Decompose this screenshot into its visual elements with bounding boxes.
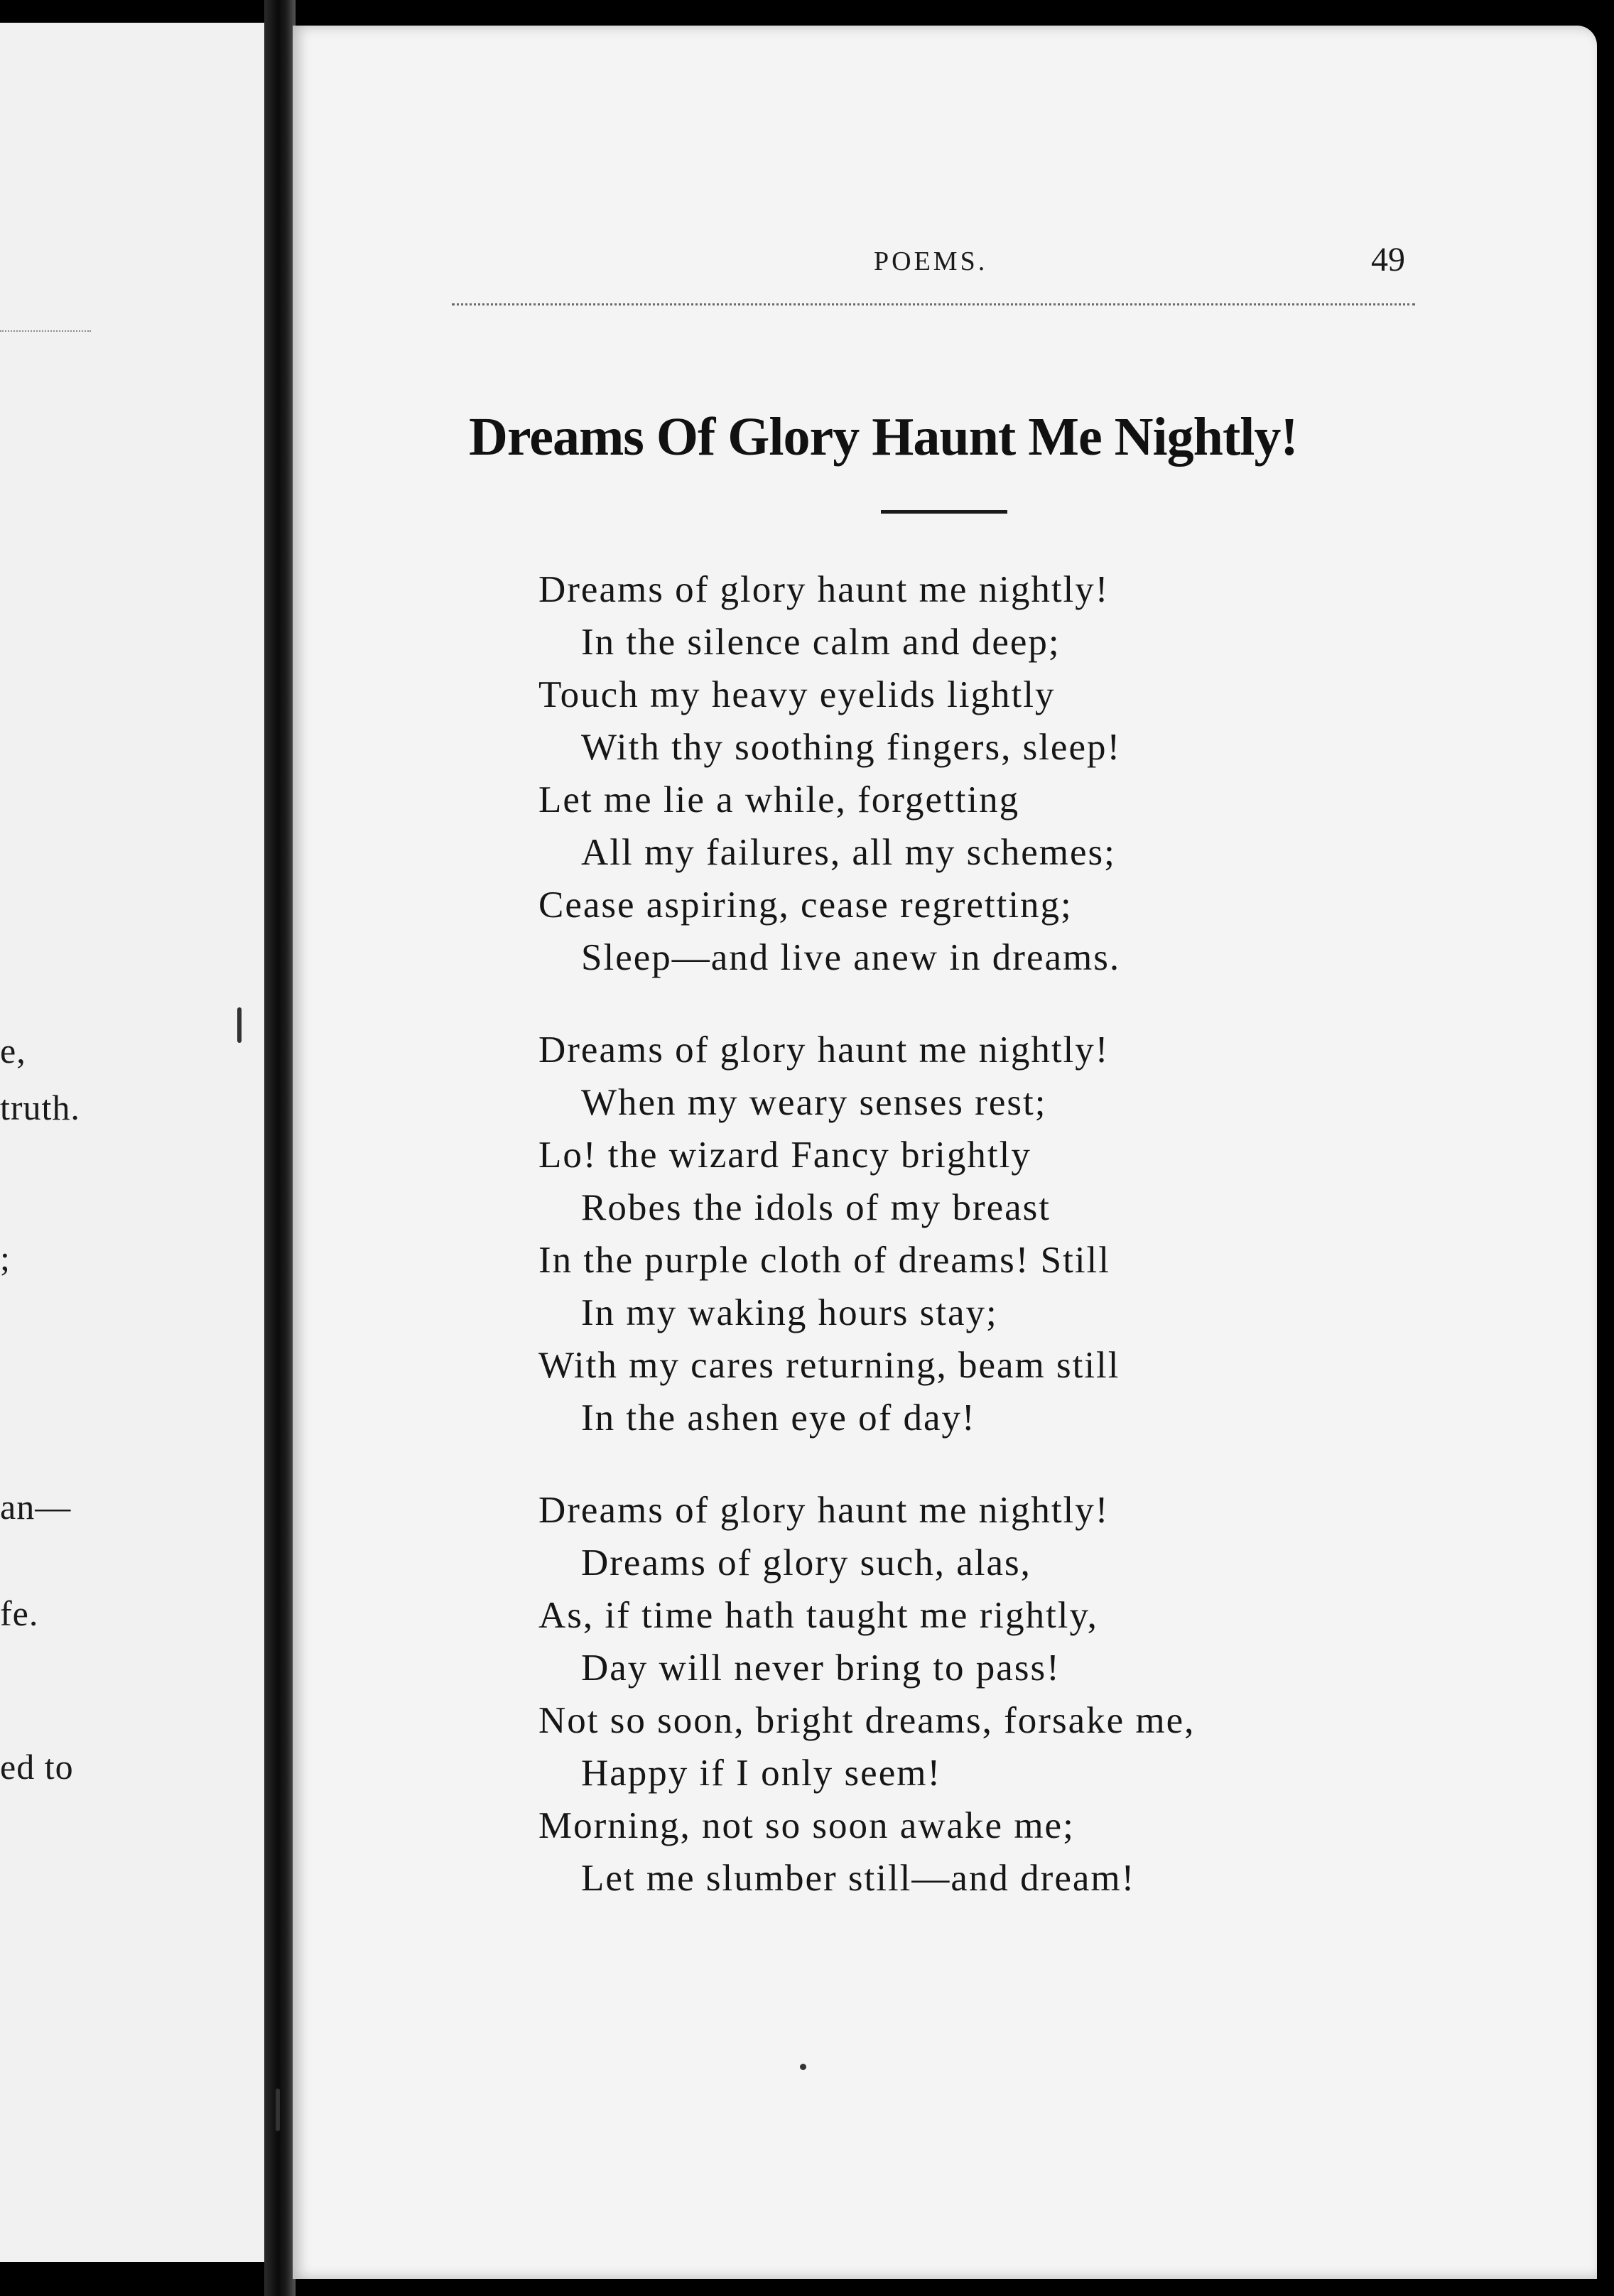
- poem-line: Lo! the wizard Fancy brightly: [538, 1135, 1031, 1176]
- stanza: [538, 563, 1434, 984]
- poem-line: In the purple cloth of dreams! Still: [538, 1240, 1110, 1281]
- binding-thread-mark: [276, 2089, 280, 2131]
- poem-line: Let me lie a while, forgetting: [538, 779, 1020, 821]
- stanza-break: [538, 984, 1434, 1024]
- page-number: 49: [1371, 241, 1405, 278]
- stanza-break: [538, 1444, 1434, 1484]
- poem-line: Dreams of glory haunt me nightly!: [538, 1029, 1110, 1071]
- poem-line: Morning, not so soon awake me;: [538, 1805, 1075, 1846]
- poem-line: Robes the idols of my breast: [581, 1187, 1051, 1228]
- poem-body: [538, 563, 1434, 1905]
- poem-line: Sleep—and live anew in dreams.: [581, 937, 1121, 978]
- book-gutter: [264, 0, 296, 2296]
- poem-line: In the ashen eye of day!: [581, 1397, 976, 1439]
- poem-line: Day will never bring to pass!: [581, 1647, 1061, 1689]
- left-page-fragment: e,: [0, 1031, 26, 1071]
- poem-line: As, if time hath taught me rightly,: [538, 1595, 1098, 1636]
- poem-line: Dreams of glory such, alas,: [581, 1542, 1031, 1583]
- poem-line: In the silence calm and deep;: [581, 622, 1061, 663]
- poem-line: When my weary senses rest;: [581, 1082, 1047, 1123]
- left-page-fragment: ed to: [0, 1747, 74, 1787]
- poem-line: Dreams of glory haunt me nightly!: [538, 569, 1110, 610]
- left-page-fragment: ;: [0, 1238, 11, 1278]
- poem-line: Touch my heavy eyelids lightly: [538, 674, 1056, 715]
- poem-line: In my waking hours stay;: [581, 1292, 998, 1333]
- left-facing-page: [0, 23, 264, 2262]
- header-rule: [452, 303, 1415, 305]
- left-page-header-rule: [0, 330, 91, 332]
- left-page-fragment: an—: [0, 1487, 72, 1527]
- poem-line: Not so soon, bright dreams, forsake me,: [538, 1700, 1196, 1741]
- title-rule: [881, 510, 1007, 514]
- poem-line: With thy soothing fingers, sleep!: [581, 727, 1122, 768]
- stanza: [538, 1024, 1434, 1444]
- paper-speck: [800, 2064, 806, 2070]
- binding-thread-mark: [237, 1007, 242, 1043]
- poem-line: Cease aspiring, cease regretting;: [538, 884, 1073, 926]
- poem-line: All my failures, all my schemes;: [581, 832, 1116, 873]
- poem-line: Let me slumber still—and dream!: [581, 1858, 1136, 1899]
- left-page-fragment: truth.: [0, 1088, 80, 1127]
- poem-line: With my cares returning, beam still: [538, 1345, 1120, 1386]
- poem-title: Dreams Of Glory Haunt Me Nightly!: [469, 407, 1298, 467]
- stanza: [538, 1484, 1434, 1905]
- left-page-fragment: fe.: [0, 1593, 39, 1633]
- poem-line: Happy if I only seem!: [581, 1753, 942, 1794]
- poem-line: Dreams of glory haunt me nightly!: [538, 1490, 1110, 1531]
- running-head: POEMS.: [874, 247, 988, 276]
